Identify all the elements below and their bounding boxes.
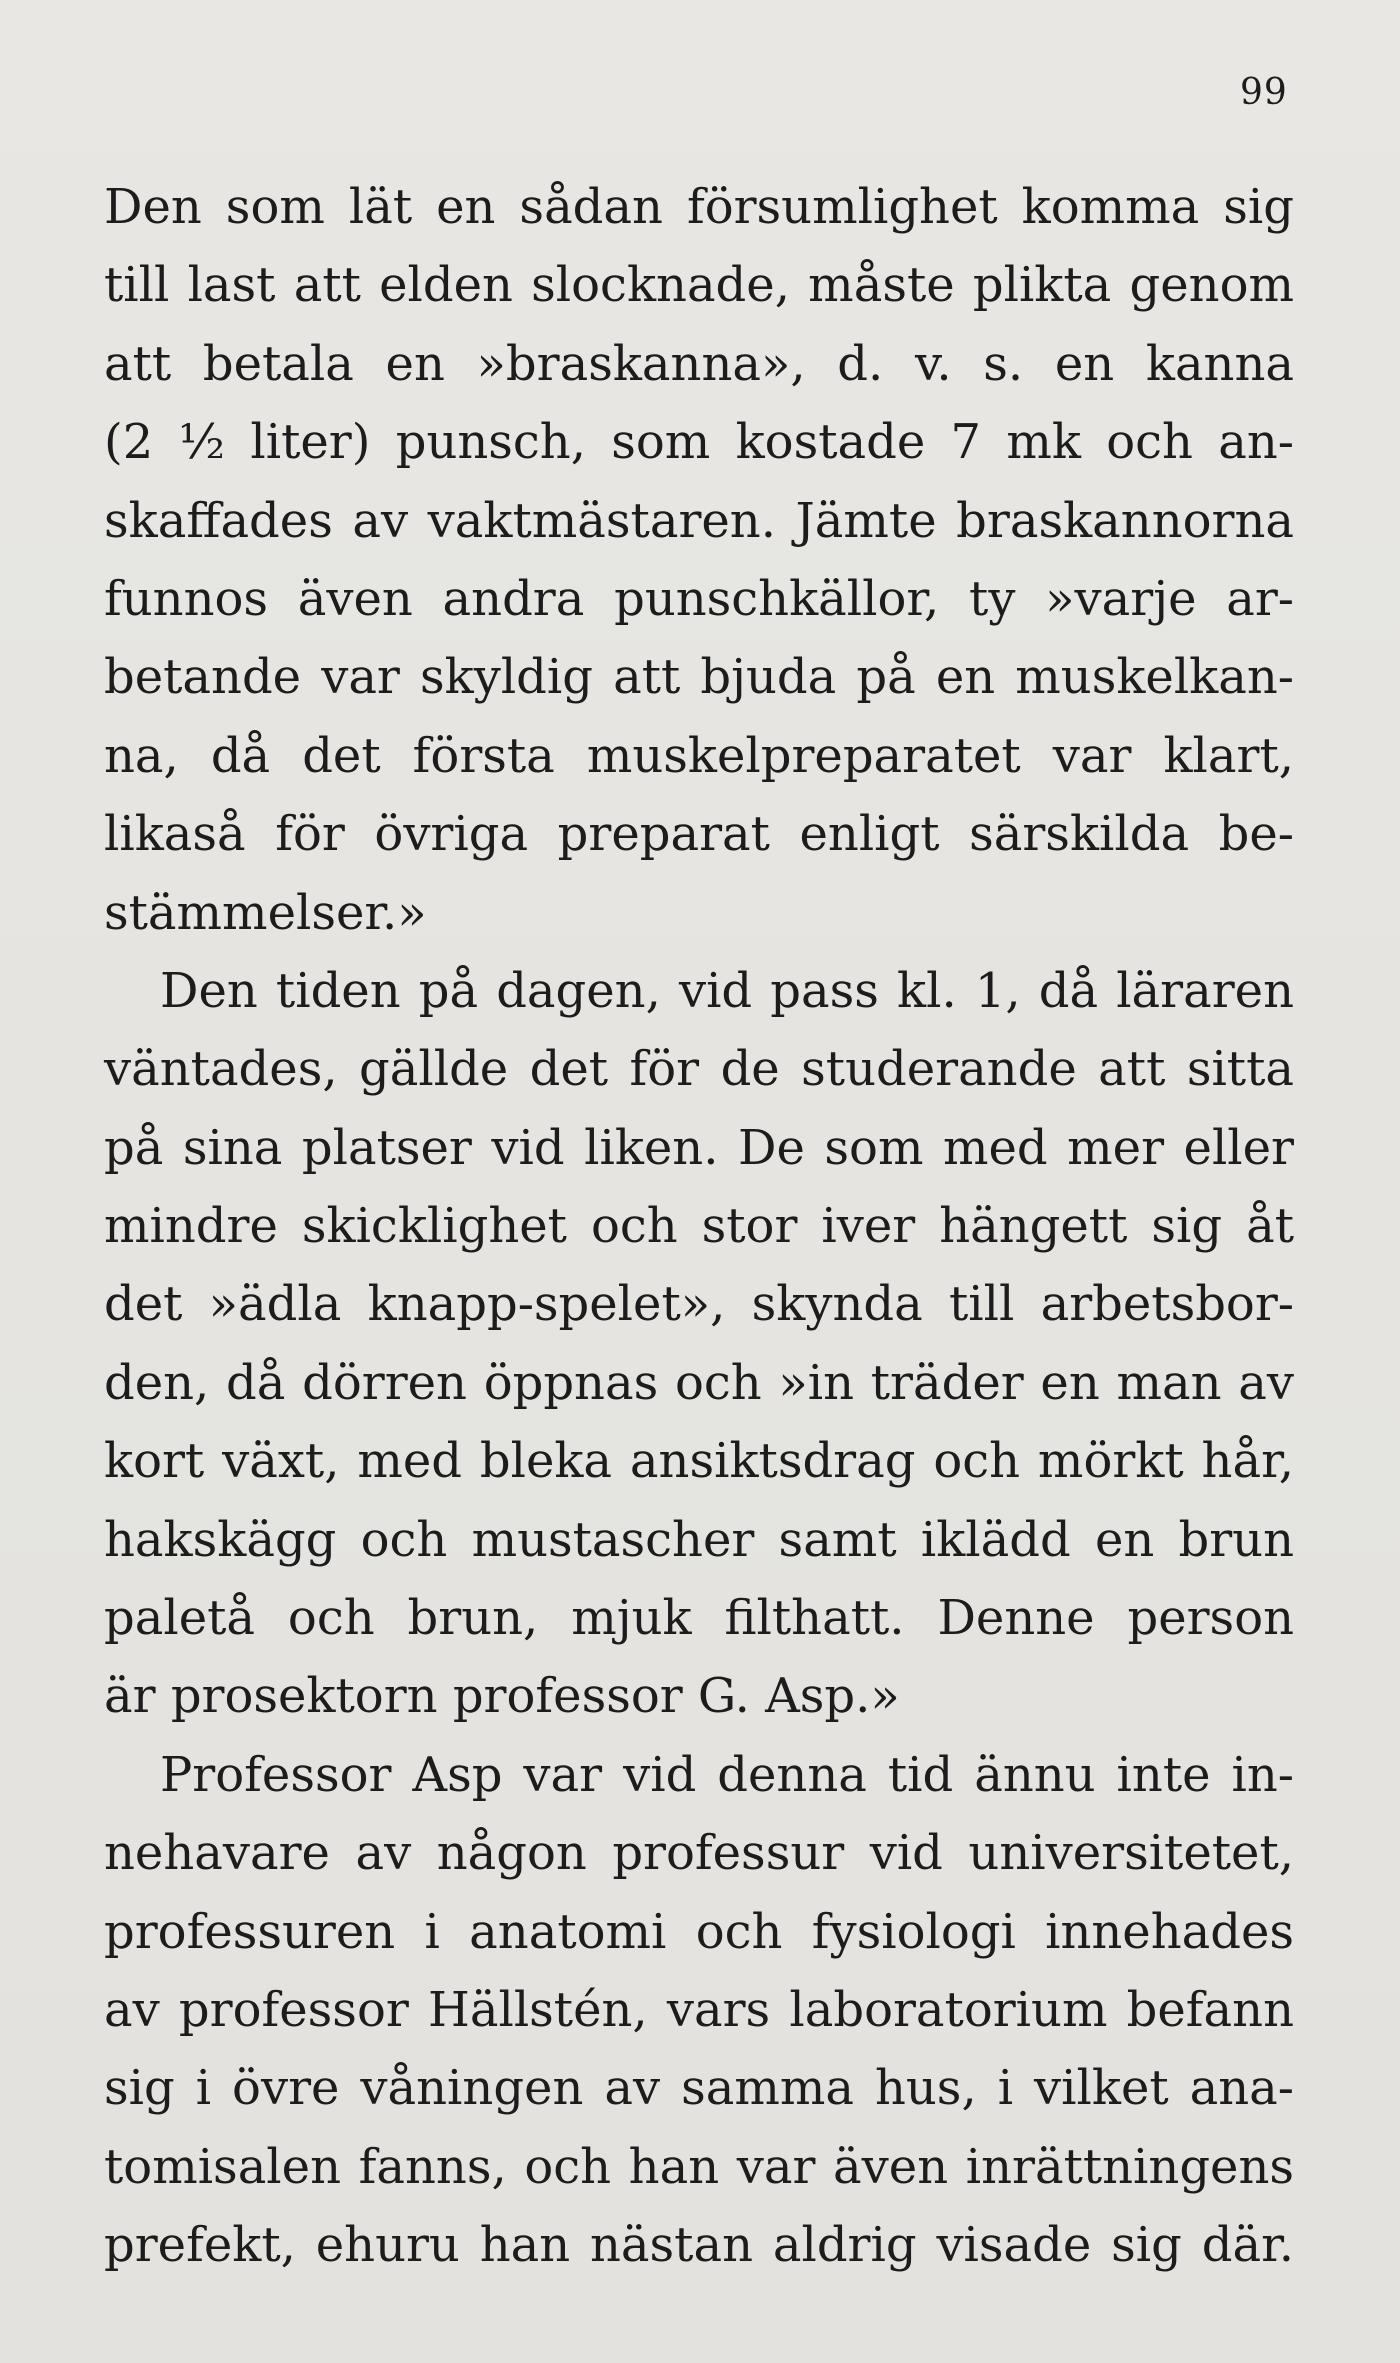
text-line: (2 ½ liter) punsch, som kostade 7 mk och an-	[104, 414, 1294, 471]
text-line: på sina platser vid liken. De som med mer eller	[104, 1119, 1294, 1176]
text-line: Den tiden på dagen, vid pass kl. 1, då läraren	[160, 962, 1294, 1019]
page-number: 99	[1240, 72, 1288, 113]
text-line: Professor Asp var vid denna tid ännu inte in-	[160, 1746, 1294, 1803]
text-line: betande var skyldig att bjuda på en muskelkan-	[104, 649, 1294, 706]
text-line: det »ädla knapp-spelet», skynda till arbetsbor-	[104, 1276, 1294, 1333]
text-line: stämmelser.»	[104, 884, 427, 941]
text-line: den, då dörren öppnas och »in träder en man av	[104, 1354, 1294, 1411]
text-line: likaså för övriga preparat enligt särskilda be-	[104, 806, 1294, 863]
text-line: tomisalen fanns, och han var även inrättningens	[104, 2138, 1294, 2195]
body-text	[104, 168, 1294, 2285]
text-line: av professor Hällstén, vars laboratorium befann	[104, 1981, 1294, 2038]
text-line: paletå och brun, mjuk filthatt. Denne person	[104, 1590, 1294, 1647]
text-line: sig i övre våningen av samma hus, i vilket ana-	[104, 2060, 1294, 2117]
text-line: funnos även andra punschkällor, ty »varje ar-	[104, 570, 1294, 627]
text-line: kort växt, med bleka ansiktsdrag och mörkt hår,	[104, 1433, 1294, 1490]
text-line: nehavare av någon professur vid universitetet,	[104, 1825, 1294, 1882]
text-line: skaffades av vaktmästaren. Jämte braskannorna	[104, 492, 1294, 549]
text-line: hakskägg och mustascher samt iklädd en brun	[104, 1511, 1294, 1568]
text-line: att betala en »braskanna», d. v. s. en kanna	[104, 335, 1294, 392]
text-line: na, då det första muskelpreparatet var klart,	[104, 727, 1294, 784]
text-line: Den som lät en sådan försumlighet komma sig	[104, 179, 1294, 235]
text-line: till last att elden slocknade, måste plikta genom	[104, 257, 1294, 314]
text-line: mindre skicklighet och stor iver hängett sig åt	[104, 1198, 1294, 1255]
text-line: professuren i anatomi och fysiologi innehades	[104, 1903, 1294, 1960]
text-line: prefekt, ehuru han nästan aldrig visade sig där.	[104, 2217, 1294, 2274]
text-line: väntades, gällde det för de studerande att sitta	[104, 1041, 1294, 1098]
text-line: är prosektorn professor G. Asp.»	[104, 1668, 900, 1725]
